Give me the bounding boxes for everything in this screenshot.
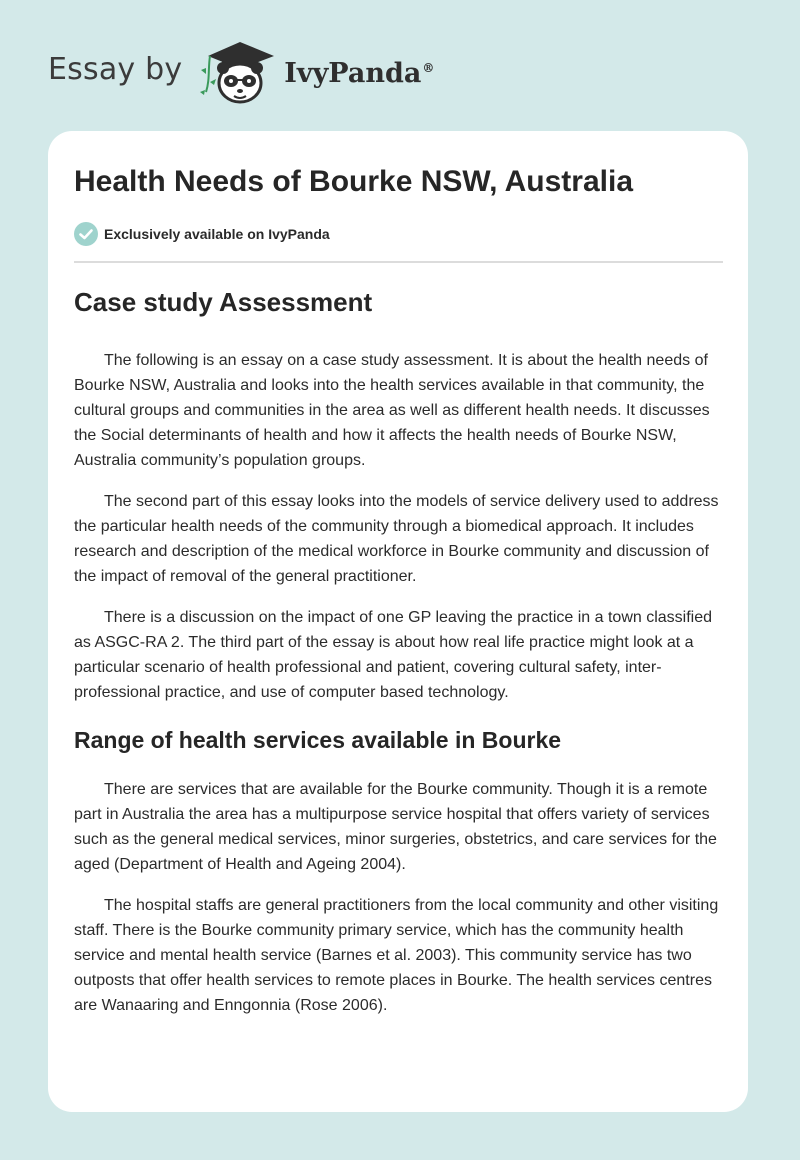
page-title: Health Needs of Bourke NSW, Australia bbox=[74, 165, 634, 198]
panda-graduate-icon[interactable] bbox=[196, 36, 280, 108]
section-heading: Range of health services available in Bourke bbox=[74, 727, 562, 753]
paragraph: There is a discussion on the impact of one GP leaving the practice in a town classified as ASGC-RA 2. The third part of the essay is about how real life practice might look at a particular scenario of health professional and patient, covering cultural safety, inter-professional practice, and use of computer based technology. bbox=[74, 609, 713, 701]
paragraph: The following is an essay on a case study assessment. It is about the health needs of Bourke NSW, Australia and looks into the health services available in that community, the cultural groups and communities in the area as well as different health needs. It discusses the Social determinants of health and how it affects the health needs of Bourke NSW, Australia community’s population groups. bbox=[74, 352, 710, 469]
article-body bbox=[74, 285, 724, 1018]
badge-text: Exclusively available on IvyPanda bbox=[104, 226, 330, 242]
site-header bbox=[48, 36, 434, 108]
paragraph: There are services that are available for the Bourke community. Though it is a remote part in Australia the area has a multipurpose service hospital that offers variety of services such as the general medical services, minor surgeries, obstetrics, and care services for the aged (Department of Health and Ageing 2004). bbox=[74, 781, 717, 873]
brand-name[interactable]: IvyPanda® bbox=[284, 57, 435, 89]
divider bbox=[74, 261, 723, 263]
paragraph: The second part of this essay looks into the models of service delivery used to address the particular health needs of the community through a biomedical approach. It includes research and description of the medical workforce in Bourke community and discussion of the impact of removal of the general practitioner. bbox=[74, 493, 719, 585]
section-heading: Case study Assessment bbox=[74, 287, 373, 317]
paragraph: The hospital staffs are general practitioners from the local community and other visiting staff. There is the Bourke community primary service, which has the community health service and mental health service (Barnes et al. 2003). This community service has two outposts that offer health services to remote places in Bourke. The health services centres are Wanaaring and Enngonnia (Rose 2006). bbox=[74, 897, 719, 1014]
article-card bbox=[48, 131, 748, 1112]
check-circle-icon bbox=[74, 222, 98, 246]
exclusive-badge bbox=[74, 222, 330, 246]
brand-prefix: Essay by bbox=[48, 51, 183, 87]
